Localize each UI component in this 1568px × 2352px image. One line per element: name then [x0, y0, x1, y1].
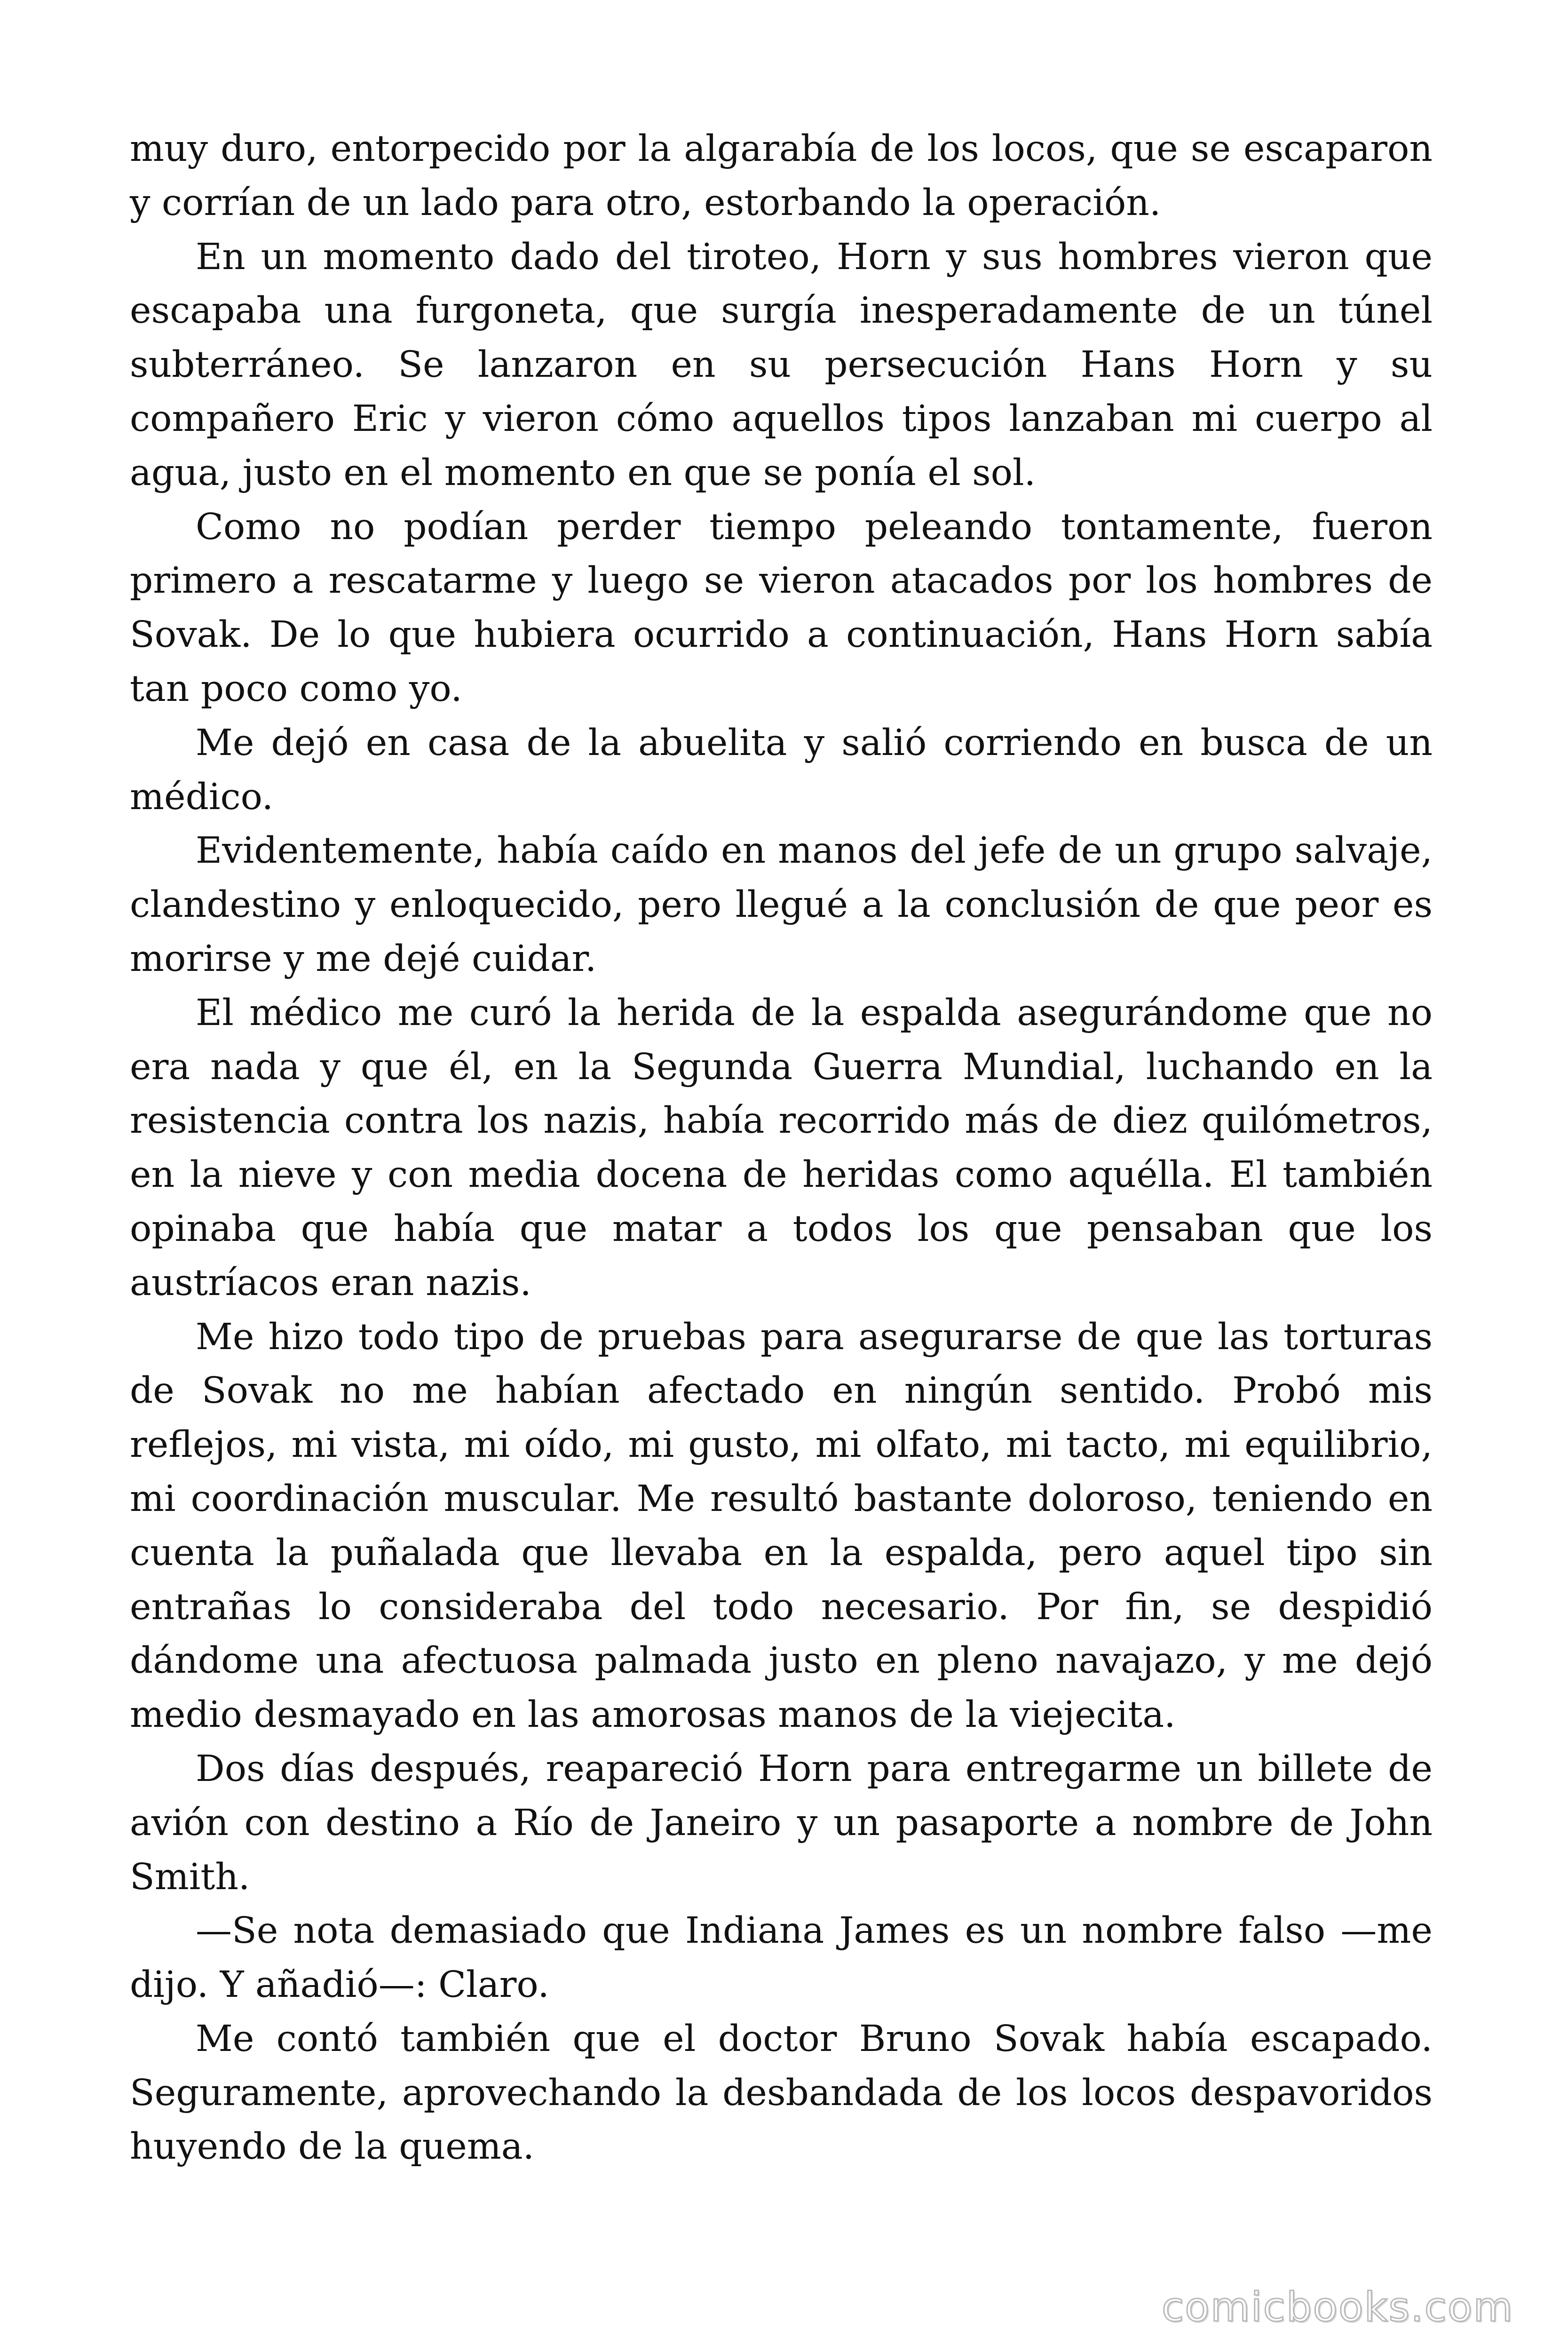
paragraph: muy duro, entorpecido por la algarabía de los locos, que se escaparon y corrían de un lado para otro, estorbando la operación. — [130, 128, 1433, 224]
paragraph: Me dejó en casa de la abuelita y salió corriendo en busca de un médico. — [130, 722, 1433, 818]
paragraph: —Se nota demasiado que Indiana James es un nombre falso —me dijo. Y añadió—: Claro. — [130, 1910, 1433, 2006]
watermark: comicbooks.com — [1162, 2284, 1514, 2331]
paragraph: Me contó también que el doctor Bruno Sovak había escapado. Seguramente, aprovechando la desbandada de los locos despavoridos huyendo de la quema. — [130, 2018, 1433, 2168]
paragraph: Evidentemente, había caído en manos del jefe de un grupo salvaje, clandestino y enloquecido, pero llegué a la conclusión de que peor es morirse y me dejé cuidar. — [130, 830, 1433, 980]
body-text — [130, 122, 1433, 2174]
paragraph: Como no podían perder tiempo peleando tontamente, fueron primero a rescatarme y luego se vieron atacados por los hombres de Sovak. De lo que hubiera ocurrido a continuación, Hans Horn sabía tan poco como yo. — [130, 506, 1433, 710]
paragraph: Dos días después, reapareció Horn para entregarme un billete de avión con destino a Río de Janeiro y un pasaporte a nombre de John Smith. — [130, 1748, 1433, 1898]
paragraph: El médico me curó la herida de la espalda asegurándome que no era nada y que él, en la Segunda Guerra Mundial, luchando en la resistencia contra los nazis, había recorrido más de diez quilómetros, en la nieve y con media docena de heridas como aquélla. El también opinaba que había que matar a todos los que pensaban que los austríacos eran nazis. — [130, 992, 1433, 1304]
paragraph: Me hizo todo tipo de pruebas para asegurarse de que las torturas de Sovak no me habían afectado en ningún sentido. Probó mis reflejos, mi vista, mi oído, mi gusto, mi olfato, mi tacto, mi equilibrio, mi coordinación muscular. Me resultó bastante doloroso, teniendo en cuenta la puñalada que llevaba en la espalda, pero aquel tipo sin entrañas lo consideraba del todo necesario. Por fin, se despidió dándome una afectuosa palmada justo en pleno navajazo, y me dejó medio desmayado en las amorosas manos de la viejecita. — [130, 1316, 1433, 1736]
paragraph: En un momento dado del tiroteo, Horn y sus hombres vieron que escapaba una furgoneta, que surgía inesperadamente de un túnel subterráneo. Se lanzaron en su persecución Hans Horn y su compañero Eric y vieron cómo aquellos tipos lanzaban mi cuerpo al agua, justo en el momento en que se ponía el sol. — [130, 236, 1433, 494]
